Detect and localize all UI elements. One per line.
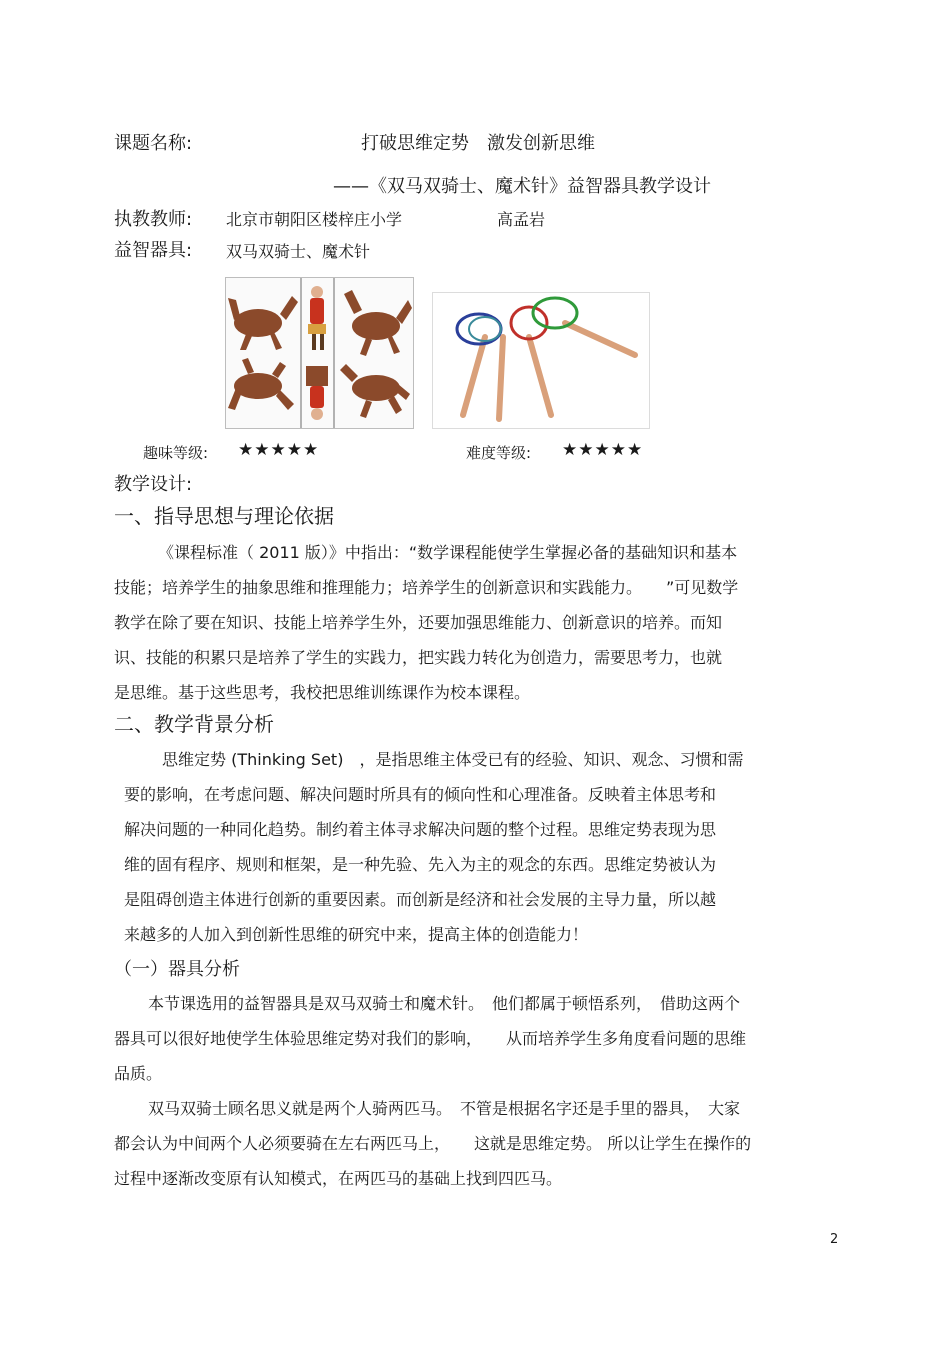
- section3-para1-line: 品质。: [114, 1064, 163, 1083]
- difficulty-level-label: 难度等级:: [466, 444, 532, 462]
- magic-needle-image: [432, 292, 650, 429]
- section-heading-3: （一）器具分析: [114, 959, 240, 980]
- tool-value: 双马双骑士、魔术针: [226, 242, 371, 261]
- section2-line: 维的固有程序、规则和框架，是一种先验、先入为主的观念的东西。思维定势被认为: [124, 855, 717, 874]
- section1-line: 技能；培养学生的抽象思维和推理能力；培养学生的创新意识和实践能力。 ”可见数学: [114, 578, 739, 597]
- teacher-name: 高孟岩: [497, 210, 546, 229]
- section2-line: 来越多的人加入到创新性思维的研究中来，提高主体的创造能力！: [124, 925, 589, 944]
- page-title: 打破思维定势 激发创新思维: [361, 133, 595, 154]
- design-label: 教学设计:: [114, 474, 193, 495]
- horse-puzzle-illustration: [226, 278, 413, 428]
- title-label: 课题名称:: [114, 133, 193, 154]
- fun-level-label: 趣味等级:: [143, 444, 209, 462]
- difficulty-level-stars: ★★★★★: [562, 440, 644, 460]
- teacher-school: 北京市朝阳区楼梓庄小学: [226, 210, 403, 229]
- section2-line: 要的影响，在考虑问题、解决问题时所具有的倾向性和心理准备。反映着主体思考和: [124, 785, 717, 804]
- section-heading-2: 二、教学背景分析: [114, 712, 274, 736]
- section3-para2-line: 都会认为中间两个人必须要骑在左右两匹马上， 这就是思维定势。 所以让学生在操作的: [114, 1134, 752, 1153]
- page-subtitle: ——《双马双骑士、魔术针》益智器具教学设计: [333, 176, 711, 197]
- section3-para2-line: 双马双骑士顾名思义就是两个人骑两匹马。 不管是根据名字还是手里的器具， 大家: [148, 1099, 741, 1118]
- section1-line: 识、技能的积累只是培养了学生的实践力，把实践力转化为创造力，需要思考力，也就: [114, 648, 723, 667]
- double-horse-rider-image: [225, 277, 414, 429]
- section3-para2-line: 过程中逐渐改变原有认知模式，在两匹马的基础上找到四匹马。: [114, 1169, 563, 1188]
- section1-line: 《课程标准（ 2011 版）》中指出：“数学课程能使学生掌握必备的基础知识和基本: [158, 543, 738, 562]
- fun-level-stars: ★★★★★: [238, 440, 320, 460]
- magic-needle-illustration: [433, 293, 649, 428]
- section3-para1-line: 器具可以很好地使学生体验思维定势对我们的影响， 从而培养学生多角度看问题的思维: [114, 1029, 747, 1048]
- tool-label: 益智器具:: [114, 240, 193, 261]
- section3-para1-line: 本节课选用的益智器具是双马双骑士和魔术针。 他们都属于顿悟系列， 借助这两个: [148, 994, 741, 1013]
- teacher-label: 执教教师:: [114, 209, 193, 230]
- section2-line: 是阻碍创造主体进行创新的重要因素。而创新是经济和社会发展的主导力量，所以越: [124, 890, 717, 909]
- section2-line: 思维定势 (Thinking Set) ，是指思维主体受已有的经验、知识、观念、习惯和需: [162, 750, 744, 769]
- section2-line: 解决问题的一种同化趋势。制约着主体寻求解决问题的整个过程。思维定势表现为思: [124, 820, 717, 839]
- section1-line: 教学在除了要在知识、技能上培养学生外，还要加强思维能力、创新意识的培养。而知: [114, 613, 723, 632]
- page-number: 2: [830, 1232, 839, 1247]
- section1-line: 是思维。基于这些思考，我校把思维训练课作为校本课程。: [114, 683, 531, 702]
- section-heading-1: 一、指导思想与理论依据: [114, 504, 334, 528]
